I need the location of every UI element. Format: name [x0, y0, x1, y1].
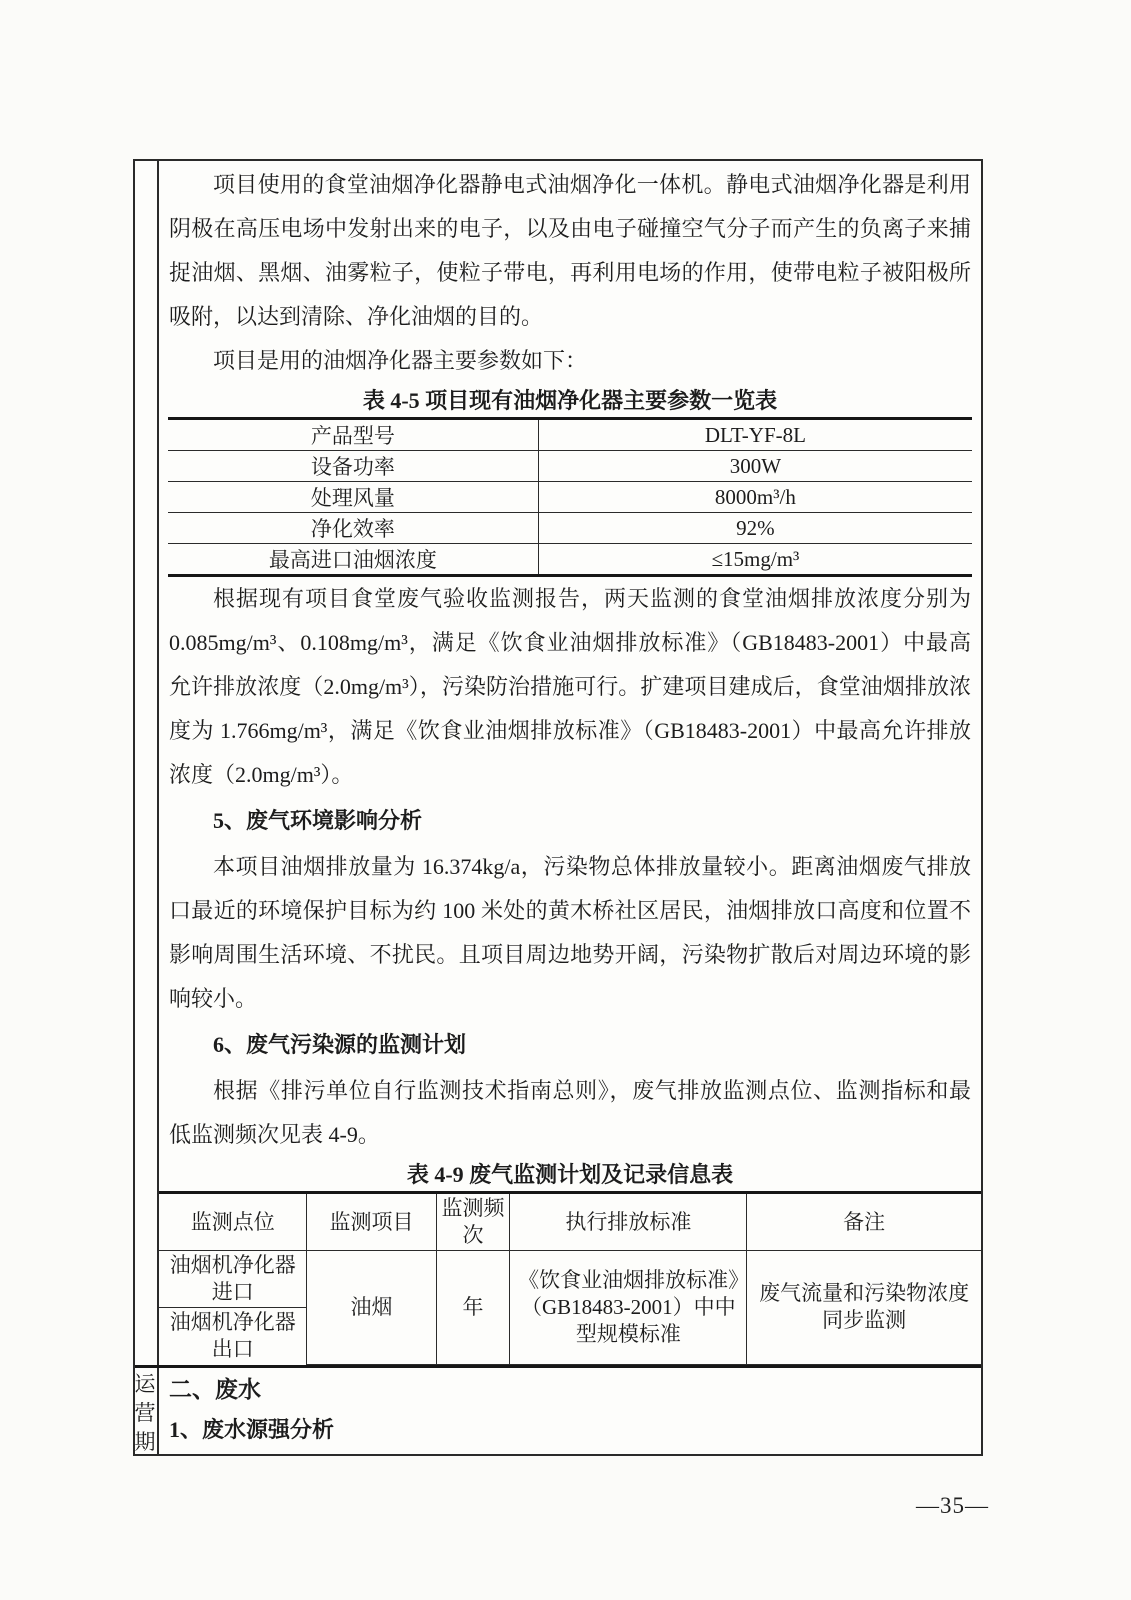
table-row [168, 419, 972, 451]
phase-label-vertical: 运营期 [135, 1371, 156, 1454]
monitor-standard: 《饮食业油烟排放标准》（GB18483-2001）中中型规模标准 [510, 1251, 747, 1365]
monitor-point-inlet: 油烟机净化器进口 [159, 1251, 307, 1308]
wastewater-section-cell [159, 1368, 981, 1454]
param-value: ≤15mg/m³ [711, 546, 800, 571]
paragraph-monitor-plan-intro: 根据《排污单位自行监测技术指南总则》，废气排放监测点位、监测指标和最低监测频次见表 4-9。 [169, 1078, 971, 1147]
table-4-9-title: 表 4-9 废气监测计划及记录信息表 [406, 1162, 734, 1187]
side-column-empty [135, 161, 159, 1365]
table-row [168, 451, 972, 482]
table-row [159, 1251, 981, 1308]
param-value: DLT-YF-8L [538, 419, 972, 451]
monitor-remark: 废气流量和污染物浓度同步监测 [747, 1251, 981, 1365]
heading-section-6: 6、废气污染源的监测计划 [213, 1032, 467, 1057]
report-row-wastewater [135, 1365, 981, 1454]
paragraph-impact-analysis: 本项目油烟排放量为 16.374kg/a，污染物总体排放量较小。距离油烟废气排放口最近的环境保护目标为约 100 米处的黄木桥社区居民，油烟排放口高度和位置不影响周围生活环境、不扰民。且项目周边地势开阔，污染物扩散后对周边环境的影响较小。 [169, 854, 971, 1011]
monitor-frequency: 年 [436, 1251, 510, 1365]
monitor-item: 油烟 [307, 1251, 436, 1365]
header-monitor-item: 监测项目 [307, 1193, 436, 1251]
param-label: 处理风量 [168, 482, 538, 513]
param-label: 最高进口油烟浓度 [168, 544, 538, 576]
param-label: 净化效率 [168, 513, 538, 544]
table-row [168, 544, 972, 576]
param-value: 8000m³/h [538, 482, 972, 513]
page-number: —35— [916, 1493, 989, 1518]
monitor-point-outlet: 油烟机净化器出口 [159, 1308, 307, 1365]
table-4-5 [168, 417, 972, 577]
param-value: 92% [538, 513, 972, 544]
report-form-table [133, 159, 983, 1456]
paragraph-params-intro: 项目是用的油烟净化器主要参数如下： [213, 348, 588, 373]
table-row [168, 513, 972, 544]
table-4-9 [159, 1191, 981, 1365]
param-label: 产品型号 [168, 419, 538, 451]
side-column-phase [135, 1368, 159, 1454]
report-row-main [135, 161, 981, 1365]
table-header-row [159, 1193, 981, 1251]
header-monitor-point: 监测点位 [159, 1193, 307, 1251]
paragraph-monitoring-report: 根据现有项目食堂废气验收监测报告，两天监测的食堂油烟排放浓度分别为 0.085mg/m³、0.108mg/m³，满足《饮食业油烟排放标准》（GB18483-2001）中最高允许排放浓度（2.0mg/m³），污染防治措施可行。扩建项目建成后，食堂油烟排放浓度为 1.766mg/m³，满足《饮食业油烟排放标准》（GB18483-2001）中最高允许排放浓度（2.0mg/m³）。 [169, 586, 971, 787]
section-2-title: 二、废水 [169, 1376, 261, 1402]
heading-section-5: 5、废气环境影响分析 [213, 808, 423, 833]
paragraph-purifier-principle: 项目使用的食堂油烟净化器静电式油烟净化一体机。静电式油烟净化器是利用阴极在高压电场中发射出来的电子，以及由电子碰撞空气分子而产生的负离子来捕捉油烟、黑烟、油雾粒子，使粒子带电，再利用电场的作用，使带电粒子被阳极所吸附，以达到清除、净化油烟的目的。 [169, 172, 971, 329]
param-value: 300W [538, 451, 972, 482]
table-row [168, 482, 972, 513]
header-monitor-frequency: 监测频次 [436, 1193, 510, 1251]
section-2-subtitle: 1、废水源强分析 [169, 1416, 335, 1442]
main-content-cell [159, 161, 981, 1365]
table-4-5-title: 表 4-5 项目现有油烟净化器主要参数一览表 [362, 388, 778, 413]
header-standard: 执行排放标准 [510, 1193, 747, 1251]
header-remark: 备注 [747, 1193, 981, 1251]
param-label: 设备功率 [168, 451, 538, 482]
